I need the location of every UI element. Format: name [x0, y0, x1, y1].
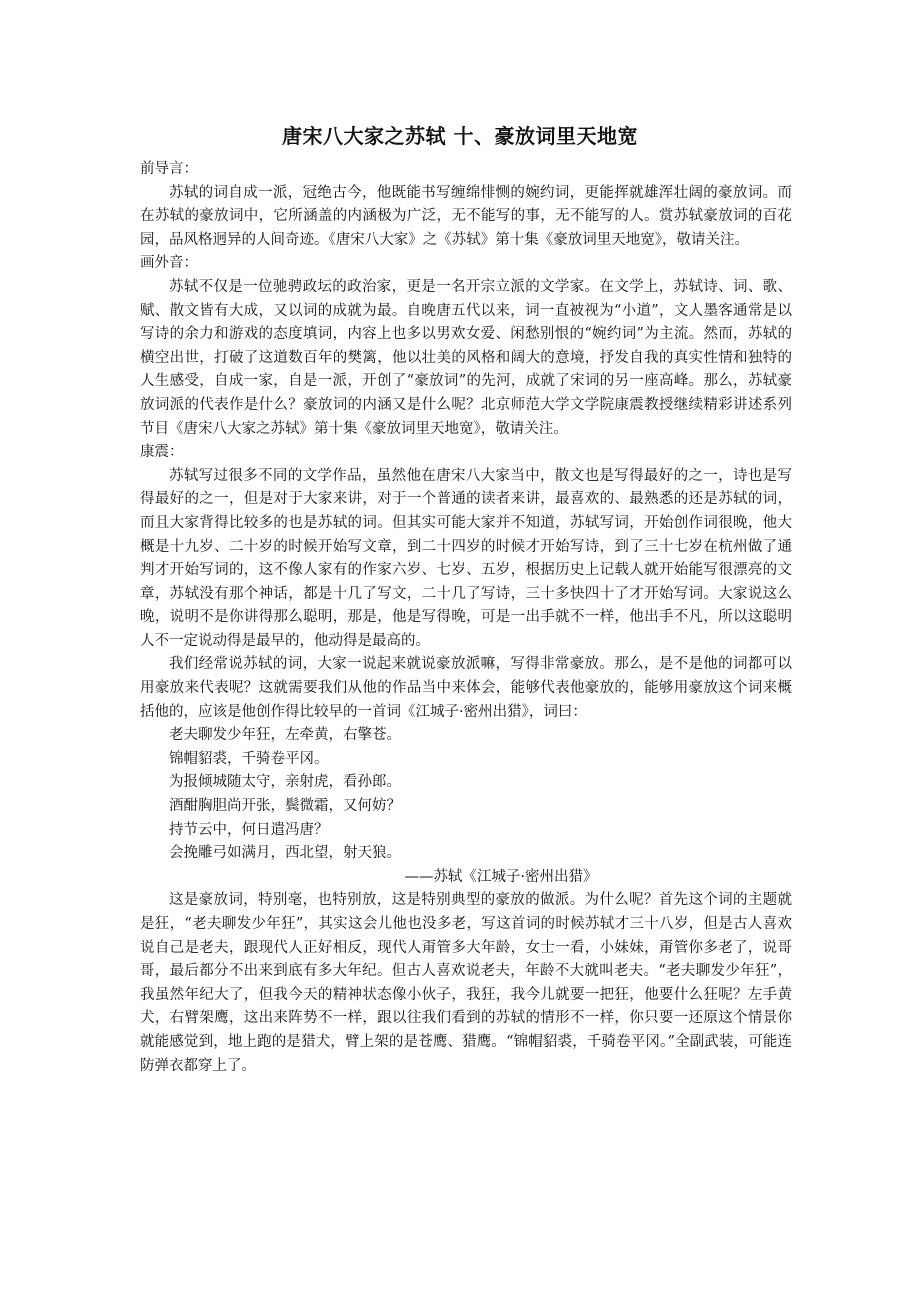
document-body: [140, 158, 792, 1078]
poem-line: 锦帽貂裘，千骑卷平冈。: [169, 750, 329, 767]
speaker-label: 康震：: [140, 444, 184, 461]
poem: [140, 724, 792, 866]
speaker-paragraph-2: 我们经常说苏轼的词，大家一说起来就说豪放派嘛，写得非常豪放。那么，是不是他的词都可以用豪放来代表呢？这就需要我们从他的作品当中来体会，能够代表他豪放的，能够用豪放这个词来概括他的，应该是他创作得比较早的一首词《江城子·密州出猎》，词曰：: [140, 656, 792, 720]
voiceover-label: 画外音：: [140, 255, 198, 272]
poem-line: 酒酣胸胆尚开张，鬓微霜，又何妨？: [169, 798, 401, 815]
speaker-paragraph-1: 苏轼写过很多不同的文学作品，虽然他在唐宋八大家当中，散文也是写得最好的之一，诗也是写得最好的之一，但是对于大家来讲，对于一个普通的读者来讲，最喜欢的、最熟悉的还是苏轼的词，而且大家背得比较多的也是苏轼的词。但其实可能大家并不知道，苏轼写词，开始创作词很晚，他大概是十九岁、二十岁的时候开始写文章，到二十四岁的时候才开始写诗，到了三十七岁在杭州做了通判才开始写词的，这不像人家有的作家六岁、七岁、五岁，根据历史上记载人就开始能写很漂亮的文章，苏轼没有那个神话，都是十几了写文，二十几了写诗，三十多快四十了才开始写词。大家说这么晚，说明不是你讲得那么聪明，那是，他是写得晚，可是一出手就不一样，他出手不凡，所以这聪明人不一定说动得是最早的，他动得是最高的。: [140, 467, 792, 649]
poem-line: 会挽雕弓如满月，西北望，射天狼。: [169, 845, 401, 862]
document-title: 唐宋八大家之苏轼 十、豪放词里天地宽: [282, 124, 638, 148]
poem-line: 老夫聊发少年狂，左牵黄，右擎苍。: [169, 727, 401, 744]
speaker-paragraph-3: 这是豪放词，特别毫，也特别放，这是特别典型的豪放的做派。为什么呢？首先这个词的主题就是狂，“老夫聊发少年狂”，其实这会儿他也没多老，写这首词的时候苏轼才三十八岁，但是古人喜欢说自己是老夫，跟现代人正好相反，现代人甭管多大年龄，女士一看，小妹妹，甭管你多老了，说哥哥，最后都分不出来到底有多大年纪。但古人喜欢说老夫，年龄不大就叫老夫。“老夫聊发少年狂”，我虽然年纪大了，但我今天的精神状态像小伙子，我狂，我今儿就要一把狂，他要什么狂呢？左手黄犬，右臂架鹰，这出来阵势不一样，跟以往我们看到的苏轼的情形不一样，你只要一还原这个情景你就能感觉到，地上跑的是猎犬，臂上架的是苍鹰、猎鹰。“锦帽貂裘，千骑卷平冈。”全副武装，可能连防弹衣都穿上了。: [140, 892, 792, 1074]
poem-attribution: ——苏轼《江城子·密州出猎》: [404, 868, 598, 885]
preface-paragraph: 苏轼的词自成一派，冠绝古今，他既能书写缠绵悱恻的婉约词，更能挥就雄浑壮阔的豪放词。而在苏轼的豪放词中，它所涵盖的内涵极为广泛，无不能写的事，无不能写的人。赏苏轼豪放词的百花园，品风格迥异的人间奇迹。《唐宋八大家》之《苏轼》第十集《豪放词里天地宽》，敬请关注。: [140, 184, 792, 248]
poem-line: 为报倾城随太守，亲射虎，看孙郎。: [169, 774, 401, 791]
preface-label: 前导言：: [140, 161, 198, 177]
voiceover-paragraph: 苏轼不仅是一位驰骋政坛的政治家，更是一名开宗立派的文学家。在文学上，苏轼诗、词、歌、赋、散文皆有大成，又以词的成就为最。自晚唐五代以来，词一直被视为“小道”，文人墨客通常是以写诗的余力和游戏的态度填词，内容上也多以男欢女爱、闲愁别恨的“婉约词”为主流。然而，苏轼的横空出世，打破了这道数百年的樊篱，他以壮美的风格和阔大的意境，抒发自我的真实性情和独特的人生感受，自成一家，自是一派，开创了“豪放词”的先河，成就了宋词的另一座高峰。那么，苏轼豪放词派的代表作是什么？豪放词的内涵又是什么呢？北京师范大学文学院康震教授继续精彩讲述系列节目《唐宋八大家之苏轼》第十集《豪放词里天地宽》，敬请关注。: [140, 278, 792, 437]
poem-line: 持节云中，何日遣冯唐？: [169, 821, 329, 838]
